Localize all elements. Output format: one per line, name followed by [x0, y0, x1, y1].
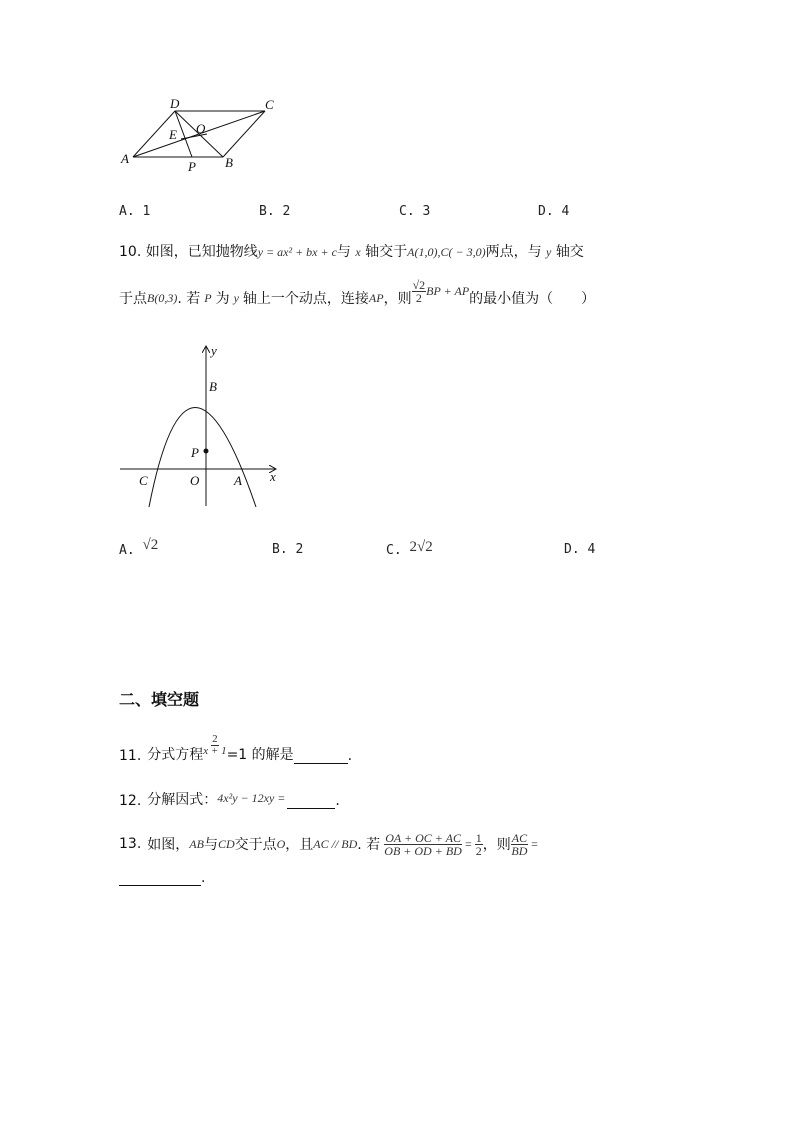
q10-line2: 于点 B(0,3) . 若 P 为 y 轴上一个动点，连接 AP ，则 $\frac{√2}{2}$ BP + AP 的最小值为（ ） [119, 277, 596, 307]
q13-ratio-fraction: $\frac{OA + OC + AC}{OB + OD + BD}$ [384, 830, 462, 858]
q12-number: 12. [119, 793, 142, 809]
q9-option-b: B. 2 [259, 204, 291, 219]
q12-line: 12. 分解因式： 4x²y − 12xy = . [119, 791, 340, 809]
q9-label-P: P [188, 159, 196, 174]
q10-parabola-equation: y = ax² + bx + c [257, 245, 337, 259]
q10-option-c: C. 2√2 [386, 539, 433, 558]
q10-option-d: D. 4 [564, 542, 596, 557]
q11-fraction: $\frac{2}{x + 1}$ [203, 733, 227, 757]
q10-label-C: C [139, 473, 148, 488]
q10-label-O: O [190, 473, 200, 488]
q12-expression: 4x²y − 12xy = [217, 791, 286, 805]
q13-line1: 13. 如图， AB 与 CD 交于点 O ，且 AC // BD . 若 $\frac{OA + OC + AC}{OB + OD + BD}$ = $\frac{1}{2}$ ，则 $\frac{AC}{BD}$ = [119, 830, 538, 858]
q10-point-b: B(0,3) [147, 290, 178, 305]
q9-label-A: A [121, 151, 129, 166]
q9-label-B: B [225, 155, 233, 170]
q9-option-c: C. 3 [399, 204, 431, 219]
q12-answer-blank[interactable] [287, 794, 335, 809]
q10-label-B: B [209, 379, 217, 394]
q10-parabola-figure [115, 338, 290, 513]
q10-option-a: A. √2 [119, 537, 159, 558]
q9-label-D: D [170, 96, 180, 111]
q10-line1: 10. 如图，已知抛物线y = ax² + bx + c与 x 轴交于A(1,0),C( − 3,0)两点，与 y 轴交 [119, 244, 584, 260]
q10-option-b: B. 2 [272, 542, 304, 557]
q11-line: 11. 分式方程 $\frac{2}{x + 1}$ =1 的解是 . [119, 733, 353, 764]
q10-fraction-sqrt2-over-2: $\frac{√2}{2}$ [412, 277, 426, 305]
q10-number: 10. [119, 244, 142, 260]
q10-point-a: A(1,0) [407, 245, 438, 259]
q9-label-O: O [196, 121, 206, 136]
q13-number: 13. [119, 836, 142, 852]
section-heading-fill-in-blank: 二、填空题 [119, 690, 200, 709]
q11-answer-blank[interactable] [294, 749, 348, 764]
q13-answer-blank[interactable] [119, 871, 201, 886]
q13-ac-bd-fraction: $\frac{AC}{BD}$ [511, 830, 528, 858]
q9-option-d: D. 4 [538, 204, 570, 219]
q10-label-P: P [191, 445, 199, 460]
q13-half-fraction: $\frac{1}{2}$ [475, 830, 482, 858]
q10-point-c: ,C( − 3,0) [437, 245, 486, 259]
q10-label-x: x [270, 469, 276, 484]
q9-parallelogram-figure [115, 95, 285, 180]
q10-label-A: A [234, 473, 242, 488]
q13-line2: . [119, 870, 205, 886]
q9-label-E: E [169, 127, 177, 142]
q10-label-y: y [211, 343, 217, 358]
q9-option-a: A. 1 [119, 204, 151, 219]
q11-number: 11. [119, 748, 142, 764]
q9-label-C: C [265, 97, 274, 112]
